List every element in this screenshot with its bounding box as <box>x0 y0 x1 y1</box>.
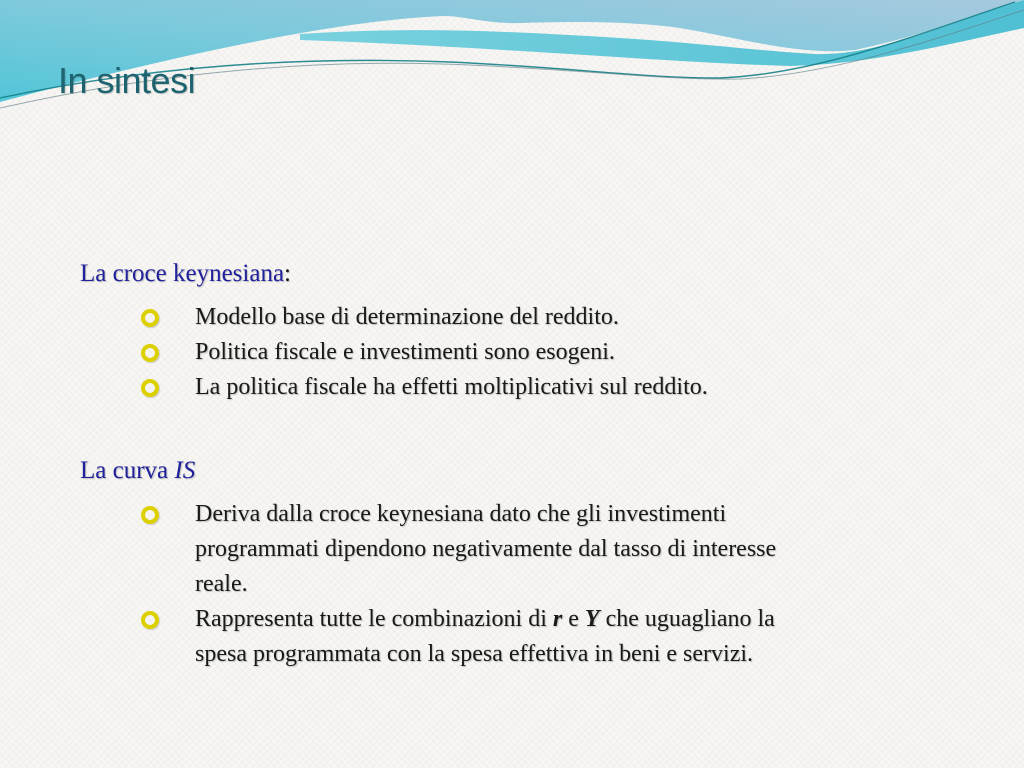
bullet-text <box>195 602 960 672</box>
bullet-text <box>195 335 960 370</box>
list-item <box>80 602 960 672</box>
section-heading <box>80 256 960 292</box>
variable-r: r <box>552 606 563 632</box>
bullet-circle-icon <box>141 309 159 327</box>
bullet-text <box>195 497 960 602</box>
bullet-list <box>80 300 960 405</box>
heading-suffix: : <box>284 260 291 287</box>
text-line: La politica fiscale ha effetti moltiplicativi sul reddito. <box>195 374 708 400</box>
bullet-list <box>80 497 960 672</box>
section-heading <box>80 453 960 489</box>
bullet-text <box>195 300 960 335</box>
text-line: Modello base di determinazione del reddito. <box>195 304 619 330</box>
section-curva-is <box>80 453 960 672</box>
bullet-circle-icon <box>141 506 159 524</box>
text-segment: Rappresenta tutte le combinazioni di <box>195 606 553 632</box>
text-line: Deriva dalla croce keynesiana dato che gli investimenti <box>195 501 727 527</box>
list-item <box>80 335 960 370</box>
text-line: spesa programmata con la spesa effettiva in beni e servizi. <box>195 641 754 667</box>
bullet-circle-icon <box>141 379 159 397</box>
list-item <box>80 497 960 602</box>
bullet-circle-icon <box>141 611 159 629</box>
bullet-circle-icon <box>141 344 159 362</box>
text-line: Politica fiscale e investimenti sono esogeni. <box>195 339 615 365</box>
text-segment: e <box>562 606 585 632</box>
text-line <box>195 602 960 637</box>
heading-text: La croce keynesiana <box>80 260 285 287</box>
section-croce-keynesiana <box>80 256 960 405</box>
text-line: programmati dipendono negativamente dal tasso di interesse <box>195 536 777 562</box>
variable-y: Y <box>584 606 600 632</box>
slide-body <box>80 256 960 672</box>
list-item <box>80 370 960 405</box>
slide-title: In sintesi <box>58 60 196 101</box>
text-segment: che uguagliano la <box>599 606 775 632</box>
heading-text: La curva <box>80 457 175 484</box>
heading-italic-text: IS <box>174 457 196 484</box>
list-item <box>80 300 960 335</box>
bullet-text <box>195 370 960 405</box>
text-line: reale. <box>195 571 248 597</box>
